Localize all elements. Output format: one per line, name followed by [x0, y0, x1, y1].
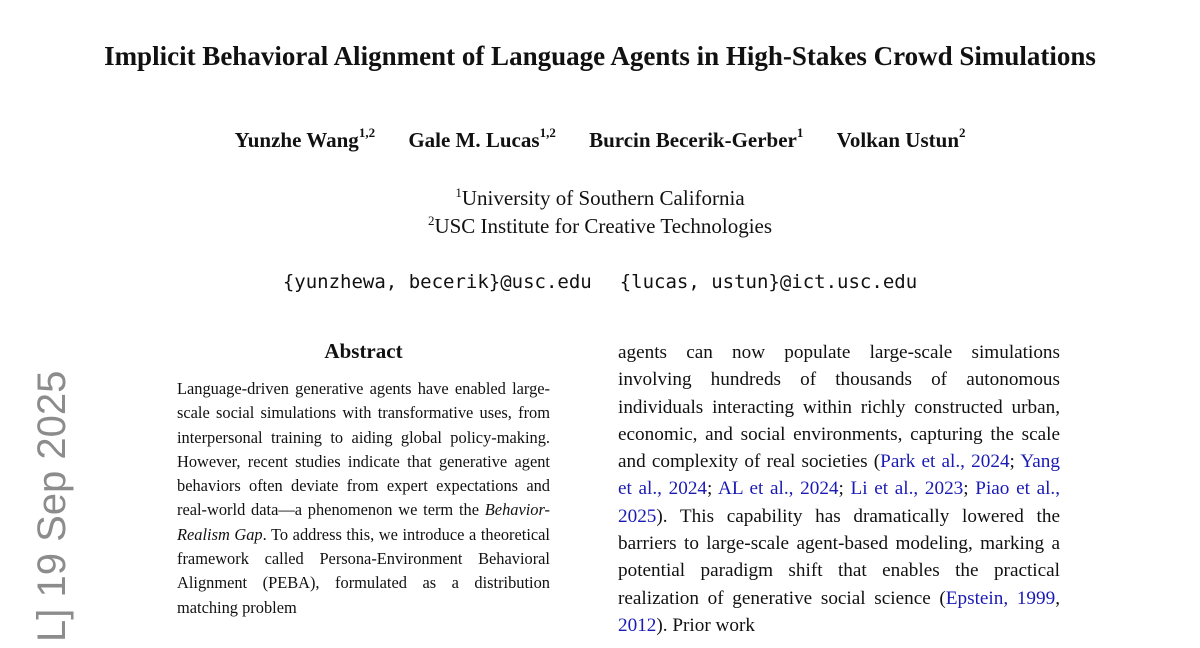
abstract-emphasis-term: Behavior-Realism Gap: [177, 500, 550, 544]
paper-title: Implicit Behavioral Alignment of Language Agents in High-Stakes Crowd Simulations: [104, 41, 1096, 71]
author-affil-mark: 2: [959, 125, 966, 140]
affil-name: University of Southern California: [461, 186, 745, 210]
affiliation-2: [0, 212, 1200, 240]
citation-separator: ;: [1009, 451, 1021, 473]
author-name: Burcin Becerik-Gerber: [589, 128, 797, 152]
intro-text-part-3: ). Prior work: [656, 614, 755, 636]
abstract-text-part-1: Language-driven generative agents have enabled large-scale social simulations with transformative uses, from interpersonal training to aiding global policy-making. However, recent studies indicate that generative agent behaviors often deviate from expert expectations and real-world data—a phenomenon we term the: [177, 379, 550, 520]
citation-link[interactable]: Park et al., 2024: [880, 451, 1010, 473]
author-list: [0, 126, 1200, 154]
abstract-heading: Abstract: [324, 339, 403, 363]
author-name: Yunzhe Wang: [234, 128, 359, 152]
affil-name: USC Institute for Creative Technologies: [434, 214, 773, 238]
arxiv-identifier-stamp: L] 19 Sep 2025: [30, 370, 74, 642]
email-1[interactable]: {yunzhewa, becerik}@usc.edu: [282, 271, 592, 293]
abstract-section: [177, 337, 550, 620]
affiliation-1: [0, 184, 1200, 212]
author-3: [589, 126, 803, 154]
citation-link[interactable]: 2012: [618, 614, 657, 636]
citation-separator: ;: [963, 478, 976, 500]
citation-link[interactable]: Yang et al., 2024: [618, 451, 1060, 500]
affil-number: 1: [455, 185, 462, 200]
citation-link[interactable]: Li et al., 2023: [850, 478, 964, 500]
intro-text-part-1: agents can now populate large-scale simulations involving hundreds of thousands of autonomous individuals interacting within richly constructed urban, economic, and social environments, capturing the scale and complexity of real societies (: [618, 342, 1060, 473]
author-4: [837, 126, 966, 154]
author-name: Gale M. Lucas: [408, 128, 540, 152]
author-1: [235, 126, 376, 154]
abstract-text: [177, 377, 550, 620]
affil-number: 2: [427, 213, 435, 228]
author-2: [408, 126, 556, 154]
author-affil-mark: 1: [796, 125, 804, 140]
citation-separator: ,: [1055, 587, 1060, 609]
intro-text-part-2: ). This capability has dramatically lowered the barriers to large-scale agent-based modeling, marking a potential paradigm shift that enables the practical realization of generative social science (: [618, 505, 1060, 609]
citation-separator: ;: [707, 478, 718, 500]
author-affil-mark: 1,2: [358, 125, 376, 140]
author-name: Volkan Ustun: [836, 128, 959, 152]
citation-separator: ;: [838, 478, 851, 500]
citation-link[interactable]: Piao et al., 2025: [618, 478, 1061, 527]
intro-paragraph: [618, 339, 1060, 639]
introduction-column: [618, 339, 1060, 639]
author-affil-mark: 1,2: [539, 125, 556, 140]
email-list: [0, 268, 1200, 296]
citation-link[interactable]: Epstein, 1999: [945, 587, 1056, 609]
abstract-text-part-2: . To address this, we introduce a theoretical framework called Persona-Environment Behavioral Alignment (PEBA), formulated as a distribution matching problem: [177, 524, 550, 617]
email-2[interactable]: {lucas, ustun}@ict.usc.edu: [619, 271, 918, 293]
citation-link[interactable]: AL et al., 2024: [717, 478, 839, 500]
affiliation-list: [0, 184, 1200, 240]
